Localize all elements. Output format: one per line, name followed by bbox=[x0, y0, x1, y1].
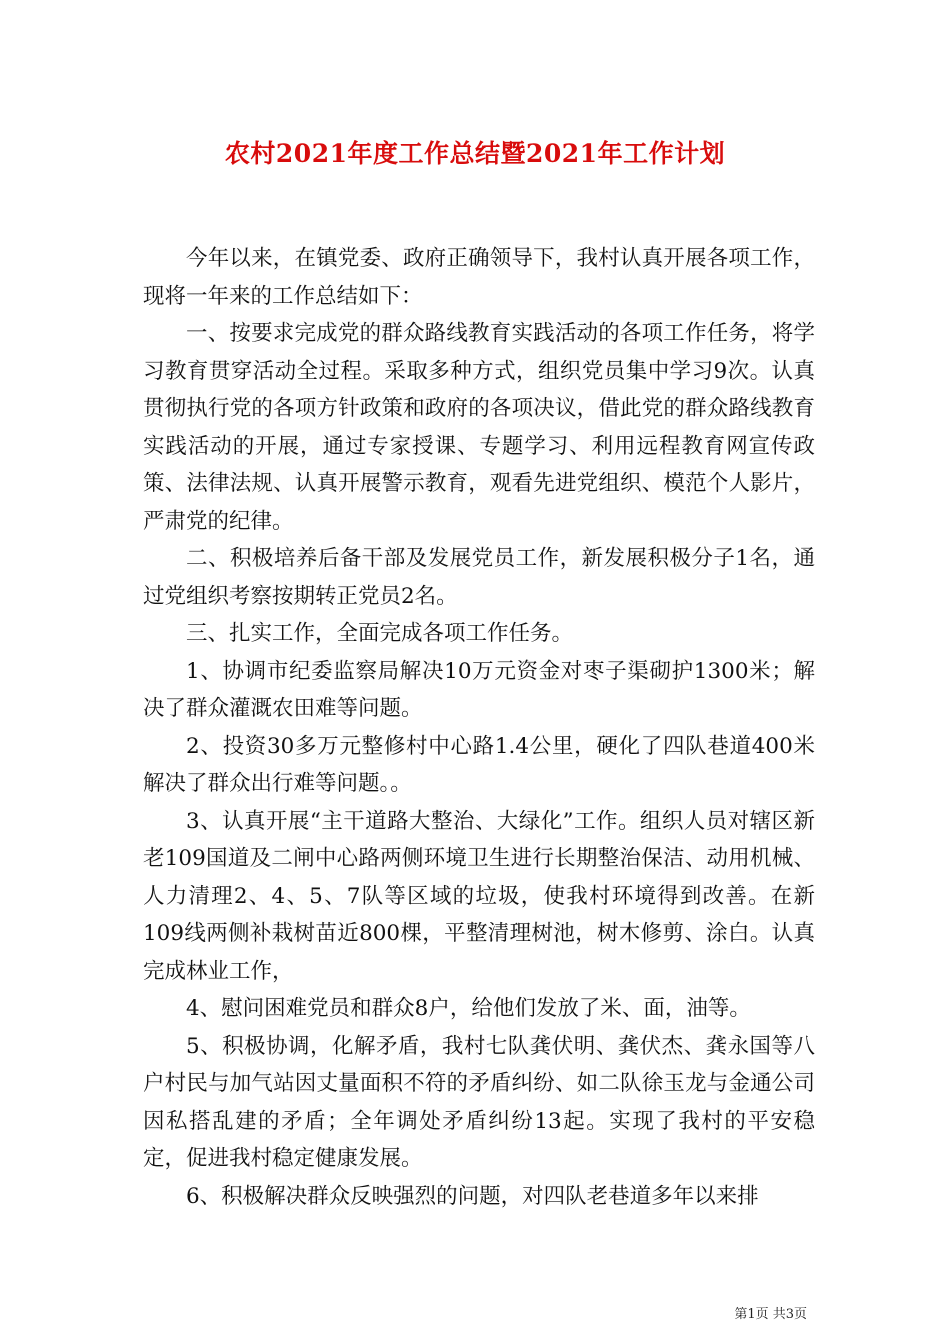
document-title: 农村2021年度工作总结暨2021年工作计划 bbox=[224, 139, 726, 168]
paragraph-item-1: 1、协调市纪委监察局解决10万元资金对枣子渠砌护1300米；解决了群众灌溉农田难等问题。 bbox=[143, 658, 815, 721]
paragraph-section-3: 三、扎实工作，全面完成各项工作任务。 bbox=[186, 621, 574, 646]
document-body bbox=[143, 240, 815, 1215]
paragraph-item-4: 4、慰问困难党员和群众8户，给他们发放了米、面，油等。 bbox=[186, 996, 751, 1021]
page-number-footer: 第1页 共3页 bbox=[734, 1307, 807, 1322]
paragraph-section-2: 二、积极培养后备干部及发展党员工作，新发展积极分子1名，通过党组织考察按期转正党员2名。 bbox=[143, 546, 815, 609]
paragraph-item-6: 6、积极解决群众反映强烈的问题，对四队老巷道多年以来排 bbox=[186, 1183, 759, 1209]
paragraph-item-3: 3、认真开展“主干道路大整治、大绿化”工作。组织人员对辖区新老109国道及二闸中心路两侧环境卫生进行长期整治保洁、动用机械、人力清理2、4、5、7队等区域的垃圾，使我村环境得到改善。在新109线两侧补栽树苗近800棵，平整清理树池，树木修剪、涂白。认真完成林业工作， bbox=[143, 808, 815, 984]
paragraph-item-5: 5、积极协调，化解矛盾，我村七队龚伏明、龚伏杰、龚永国等八户村民与加气站因丈量面积不符的矛盾纠纷、如二队徐玉龙与金通公司因私搭乱建的矛盾；全年调处矛盾纠纷13起。实现了我村的平安稳定，促进我村稳定健康发展。 bbox=[143, 1033, 815, 1171]
paragraph-section-1: 一、按要求完成党的群众路线教育实践活动的各项工作任务，将学习教育贯穿活动全过程。采取多种方式，组织党员集中学习9次。认真贯彻执行党的各项方针政策和政府的各项决议，借此党的群众路线教育实践活动的开展，通过专家授课、专题学习、利用远程教育网宣传政策、法律法规、认真开展警示教育，观看先进党组织、模范个人影片，严肃党的纪律。 bbox=[143, 321, 815, 534]
paragraph-item-2: 2、投资30多万元整修村中心路1.4公里，硬化了四队巷道400米解决了群众出行难等问题。。 bbox=[143, 733, 815, 796]
paragraph-intro: 今年以来，在镇党委、政府正确领导下，我村认真开展各项工作，现将一年来的工作总结如下： bbox=[143, 246, 815, 309]
